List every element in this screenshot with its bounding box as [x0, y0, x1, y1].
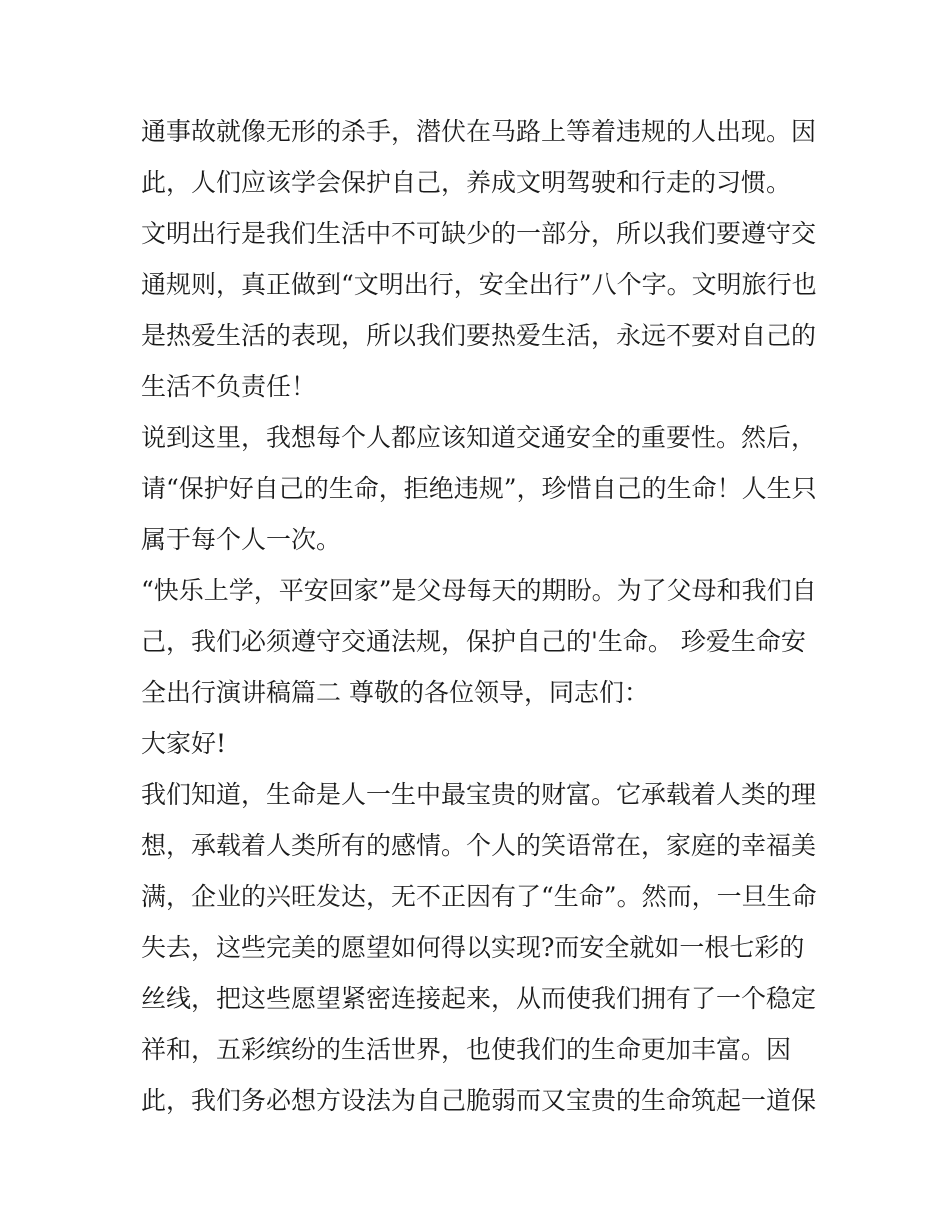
text-line: 通事故就像无形的杀手，潜伏在马路上等着违规的人出现。因: [141, 117, 817, 146]
text-line: 全出行演讲稿篇二 尊敬的各位领导，同志们：: [141, 678, 649, 707]
text-line: 此，我们务必想方设法为自己脆弱而又宝贵的生命筑起一道保: [141, 1086, 817, 1115]
text-line: 文明出行是我们生活中不可缺少的一部分，所以我们要遵守交: [141, 219, 817, 248]
text-line: 丝线，把这些愿望紧密连接起来，从而使我们拥有了一个稳定: [141, 984, 817, 1013]
text-line: 祥和，五彩缤纷的生活世界，也使我们的生命更加丰富。因: [141, 1035, 792, 1064]
text-line: 通规则，真正做到“文明出行，安全出行”八个字。文明旅行也: [141, 270, 817, 299]
text-line: 满，企业的兴旺发达，无不正因有了“生命”。然而，一旦生命: [141, 882, 817, 911]
text-line: 说到这里，我想每个人都应该知道交通安全的重要性。然后，: [141, 423, 817, 452]
text-line: 己，我们必须遵守交通法规，保护自己的'生命。 珍爱生命安: [141, 627, 806, 656]
text-line: 我们知道，生命是人一生中最宝贵的财富。它承载着人类的理: [141, 780, 817, 809]
text-line: 属于每个人一次。: [141, 525, 342, 554]
text-line: 想，承载着人类所有的感情。个人的笑语常在，家庭的幸福美: [141, 831, 817, 860]
text-line: 生活不负责任！: [141, 372, 317, 401]
text-line: 失去，这些完美的愿望如何得以实现?而安全就如一根七彩的: [141, 933, 805, 962]
text-line: 是热爱生活的表现，所以我们要热爱生活，永远不要对自己的: [141, 321, 817, 350]
text-line: “快乐上学，平安回家”是父母每天的期盼。为了父母和我们自: [141, 576, 817, 605]
text-line: 请“保护好自己的生命，拒绝违规”，珍惜自己的生命！人生只: [141, 474, 817, 503]
text-line: 此，人们应该学会保护自己，养成文明驾驶和行走的习惯。: [141, 168, 792, 197]
body-text: [141, 106, 821, 1126]
text-line: 大家好!: [141, 729, 227, 758]
